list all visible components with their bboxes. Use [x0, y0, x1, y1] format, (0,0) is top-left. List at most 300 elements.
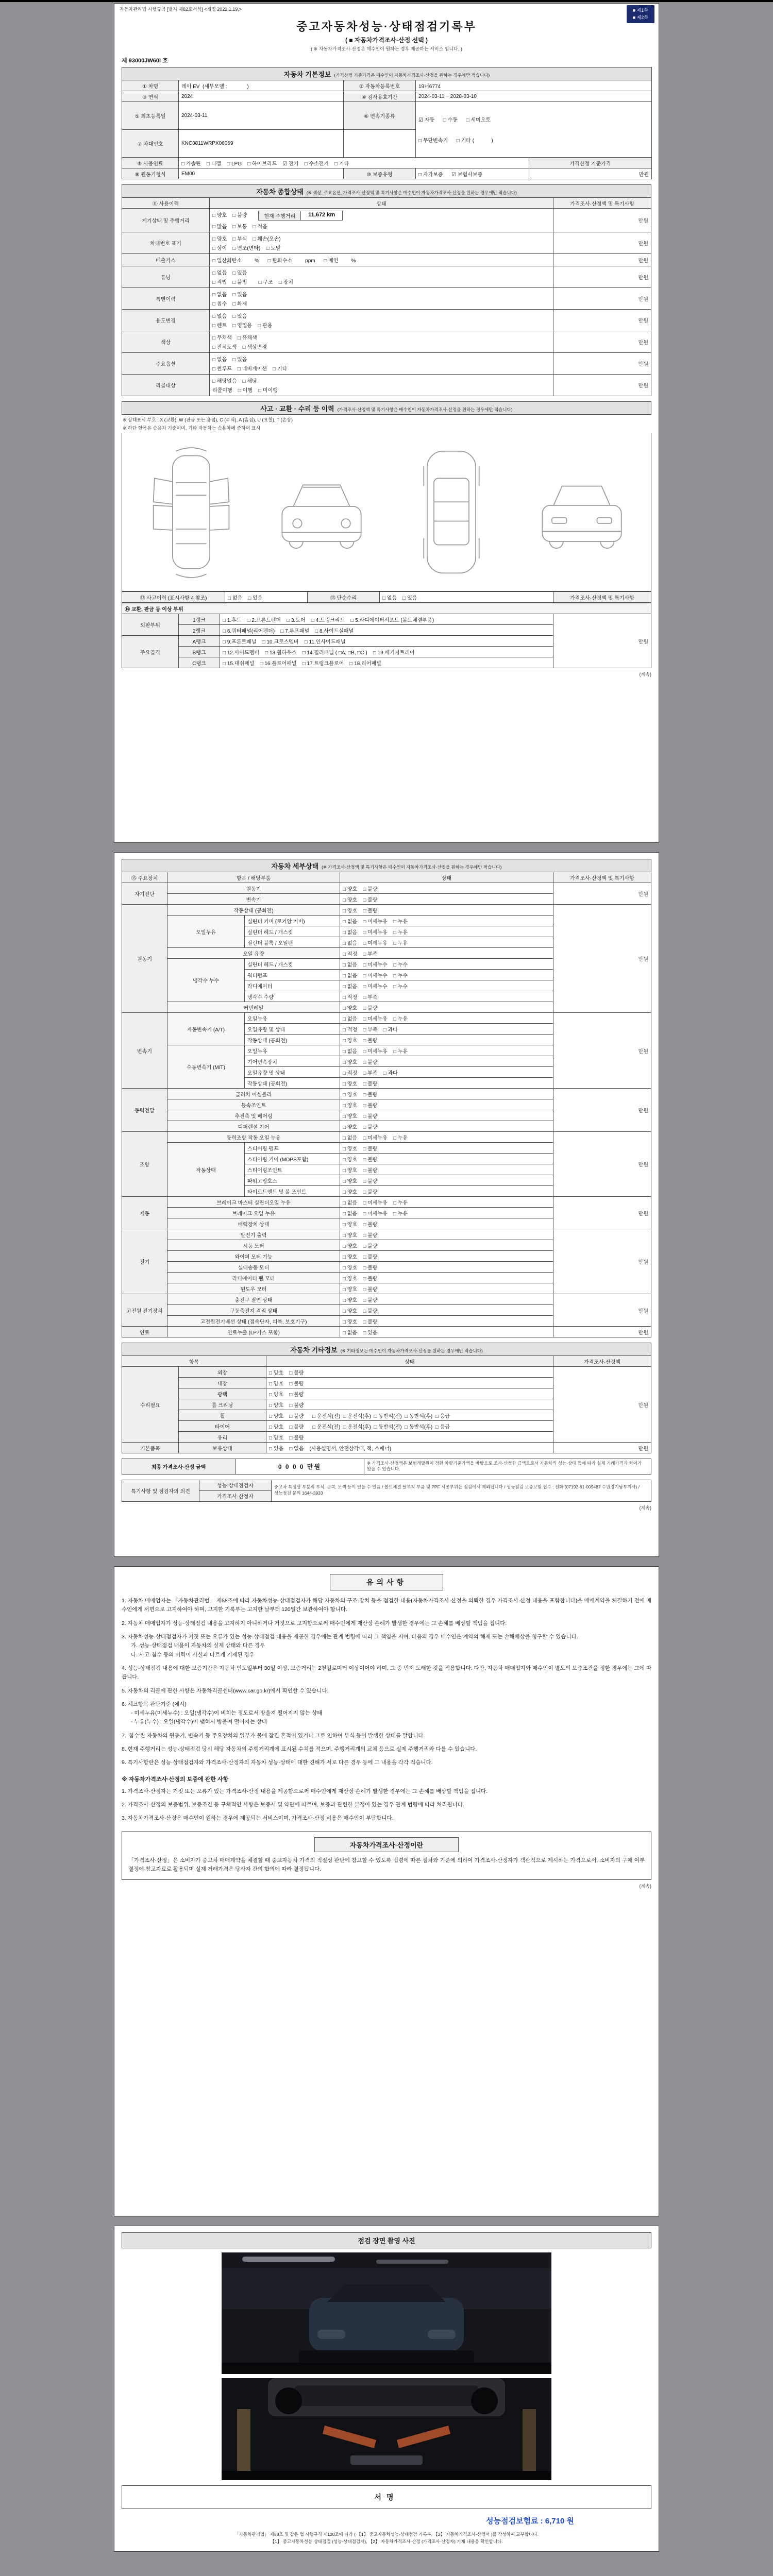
etc-state-checkboxes: □ 양호 □ 불량 □ 운전석(전) □ 운전석(후) □ 동반석(전) □ 동반석(후) □ 응급 [266, 1421, 553, 1432]
etc-state-checkboxes: □ 있음 □ 없음 (사용설명서, 안전삼각대, 잭, 스패너) [266, 1443, 553, 1453]
final-price-label: 최종 가격조사·산정 금액 [122, 1459, 236, 1475]
notice-item [122, 1687, 651, 1696]
car-diagram-rear-view [523, 437, 641, 587]
detail-state-checkboxes: □ 양호 □ 불량 [340, 1089, 553, 1099]
form-reference-note: 자동차관리법 시행규칙 [별지 제82호서식] <개정 2021.1.19.> [120, 7, 242, 12]
detail-state-checkboxes: □ 양호 □ 불량 [340, 905, 553, 916]
notices-title: 유의사항 [330, 1574, 443, 1590]
detail-item-label: 브레이크 오일 누유 [167, 1208, 340, 1218]
notice-subline: - 미세누유(미세누수) : 오일(냉각수)이 비치는 정도로서 방울져 떨어지지 않는 상태 [131, 1710, 323, 1717]
etc-state-checkboxes: □ 양호 □ 불량 [266, 1388, 553, 1399]
detail-device-price: 만원 [553, 1294, 651, 1327]
notice-item [122, 1814, 651, 1823]
title-block [122, 18, 651, 52]
notice-item [122, 1700, 651, 1727]
detail-section-title: 자동차 세부상태 [271, 862, 319, 870]
simple-repair-label: ⑬ 단순수리 [308, 592, 380, 603]
page-badge [627, 5, 654, 23]
footer-note-line2: 【1】 중고자동차성능·상태점검 (성능·상태점검자), 【2】 자동차가격조사·산정 (가격조사·산정자) 기재 내용을 확인합니다. [270, 2538, 503, 2544]
notice-subline: 나. 사고·침수 등의 이력이 사실과 다르게 기재된 경우 [131, 1651, 255, 1658]
etc-item-label: 유리 [179, 1432, 266, 1443]
summary-row-price: 만원 [553, 331, 651, 353]
detail-state-checkboxes: □ 양호 □ 불량 [340, 1218, 553, 1229]
detail-part-label: 오일유량 및 상태 [245, 1024, 340, 1035]
detail-part-label: 실린더 커버 (로커암 커버) [245, 916, 340, 926]
detail-state-checkboxes: □ 양호 □ 불량 [340, 1316, 553, 1327]
detail-state-checkboxes: □ 양호 □ 불량 [340, 1056, 553, 1067]
detail-state-checkboxes: □ 없음 □ 있음 [340, 1327, 553, 1337]
detail-state-checkboxes: □ 없음 □ 미세누유 □ 누유 [340, 1045, 553, 1056]
base-price-label: 가격산정 기준가격 [529, 158, 652, 168]
summary-row-price: 만원 [553, 266, 651, 288]
car-diagram-top-view [392, 437, 511, 587]
document-title: 중고자동차성능·상태점검기록부 [296, 20, 477, 33]
accident-basis-note: ※ 하단 항목은 승용차 기준이며, 기타 자동차는 승용차에 준하여 표시 [123, 426, 261, 431]
summary-row-state [210, 353, 553, 375]
detail-state-checkboxes: □ 양호 □ 불량 [340, 1154, 553, 1164]
basic-section-title: 자동차 기본정보 [283, 70, 331, 78]
inspection-period-label: ④ 검사유효기간 [344, 91, 416, 102]
summary-section-header [122, 185, 651, 198]
detail-device-price: 만원 [553, 1229, 651, 1294]
parts-rank-label: 1랭크 [179, 614, 220, 625]
detail-state-checkboxes: □ 양호 □ 불량 [340, 1305, 553, 1316]
detail-state-checkboxes: □ 양호 □ 불량 [340, 1143, 553, 1154]
transmission-checkboxes [416, 102, 652, 158]
notice-item [122, 1597, 651, 1615]
summary-state-line: □ 없음 □ 있음 [212, 292, 247, 298]
detail-state-checkboxes: □ 없음 □ 미세누유 □ 누유 [340, 1013, 553, 1024]
detail-part-label: 스티어링조인트 [245, 1164, 340, 1175]
detail-state-checkboxes: □ 양호 □ 불량 [340, 1186, 553, 1197]
etc-row [122, 1367, 651, 1378]
notice-line: 8. 현재 주행거리는 성능·상태점검 당시 해당 자동차의 주행거리계에 표시된 수치를 적으며, 주행거리계의 교체 등으로 실제 주행거리와 다를 수 있습니다. [122, 1746, 477, 1753]
parts-items-checkboxes: □ 15.대쉬패널 □ 16.플로어패널 □ 17.트렁크플로어 □ 18.리어패널 [220, 657, 553, 668]
detail-state-checkboxes: □ 양호 □ 불량 [340, 1273, 553, 1283]
parts-group-label: 외판부위 [122, 614, 179, 636]
detail-device-label: 연료 [122, 1327, 167, 1337]
exchange-parts-title: ⑭ 교환, 판금 등 이상 부위 [122, 603, 651, 614]
detail-state-checkboxes: □ 없음 □ 미세누유 □ 누유 [340, 1197, 553, 1208]
continue-label-1: (계속) [639, 672, 651, 677]
detail-row [122, 1327, 651, 1337]
etc-group-price: 만원 [553, 1367, 651, 1443]
simple-repair-checkboxes: □ 없음 □ 있음 [380, 592, 553, 603]
price-notices-title: ※ 자동차가격조사·산정의 보증에 관한 사항 [122, 1776, 229, 1783]
opinion-appraiser-label: 가격조사·산정자 [199, 1490, 272, 1501]
summary-state-line: 리콜이행 □ 이행 □ 미이행 [212, 388, 278, 394]
basic-info-table [122, 67, 652, 179]
etc-section-note: (※ 기타정보는 매수인이 자동차가격조사·산정을 원하는 경우에만 적습니다) [340, 1348, 483, 1353]
notice-subline: 가. 성능·상태점검 내용이 자동차의 실제 상태와 다른 경우 [131, 1642, 265, 1649]
warranty-type-label: ⑩ 보증유형 [344, 168, 416, 179]
summary-row-label: 배출가스 [122, 254, 210, 266]
summary-table [122, 184, 651, 396]
detail-state-checkboxes: □ 양호 □ 불량 [340, 1035, 553, 1045]
detail-item-label: 작동상태 (공회전) [167, 905, 340, 916]
etc-state-checkboxes: □ 양호 □ 불량 [266, 1399, 553, 1410]
etc-group-label: 기본품목 [122, 1443, 179, 1453]
detail-row [122, 883, 651, 894]
summary-section-title: 자동차 종합상태 [256, 188, 304, 196]
detail-state-checkboxes: □ 양호 □ 불량 [340, 1099, 553, 1110]
summary-state-line: □ 해당없음 □ 해당 [212, 379, 257, 384]
detail-item-label: 오일누유 [167, 916, 245, 948]
detail-device-label: 변속기 [122, 1013, 167, 1089]
parts-items-checkboxes: □ 9.프론트패널 □ 10.크로스멤버 □ 11.인사이드패널 [220, 636, 553, 647]
summary-header-use: ⑪ 사용이력 [122, 198, 210, 209]
warranty-type-checkboxes: □ 자가보증 ☑ 보험사보증 [416, 168, 529, 179]
etc-group-price: 만원 [553, 1443, 651, 1453]
summary-state-line: □ 양호 □ 불량 현재 주행거리 11,672 km [212, 210, 550, 222]
summary-state-line: □ 상이 □ 변조(변타) □ 도말 [212, 246, 281, 251]
basic-section-note: (가격산정 기준가격은 매수인이 자동차가격조사·산정을 원하는 경우에만 적습니다) [334, 72, 490, 78]
detail-item-label: 발전기 출력 [167, 1229, 340, 1240]
detail-state-checkboxes: □ 없음 □ 미세누유 □ 누유 [340, 937, 553, 948]
detail-state-checkboxes: □ 양호 □ 불량 [340, 1110, 553, 1121]
parts-price: 만원 [553, 614, 651, 668]
detail-section-header [122, 859, 651, 872]
notice-line: 7. '침수'란 자동차의 원동기, 변속기 등 주요장치의 일부가 물에 잠긴 흔적이 있거나 그로 인하여 부식 등이 발생한 상태를 말합니다. [122, 1732, 425, 1739]
notice-line: 6. 체크항목 판단기준 (예시) [122, 1701, 187, 1707]
summary-row [122, 254, 651, 266]
etc-row [122, 1443, 651, 1453]
parts-row [122, 614, 651, 625]
opinion-inspector-label: 성능·상태점검자 [199, 1480, 272, 1490]
summary-row-price: 만원 [553, 254, 651, 266]
detail-row [122, 1294, 651, 1305]
detail-item-label: 작동상태 [167, 1143, 245, 1197]
detail-device-label: 전기 [122, 1229, 167, 1294]
accident-history-checkboxes: □ 없음 □ 있음 [225, 592, 308, 603]
detail-device-price: 만원 [553, 1013, 651, 1089]
parts-items-checkboxes: □ 12.사이드멤버 □ 13.휠하우스 □ 14.필러패널 ( □A, □B, □C ) □ 19.패키지트레이 [220, 647, 553, 657]
detail-device-label: 자기진단 [122, 883, 167, 905]
detail-section-note: (※ 가격조사·산정액 및 특기사항은 매수인이 자동차가격조사·산정을 원하는 경우에만 적습니다) [322, 864, 502, 870]
detail-item-label: 디퍼렌셜 기어 [167, 1121, 340, 1132]
notice-subline: - 누유(누수) : 오일(냉각수)이 맺혀서 방울져 떨어지는 상태 [131, 1719, 267, 1725]
summary-header-price: 가격조사·산정액 및 특기사항 [553, 198, 651, 209]
detail-header-state: 상태 [340, 872, 553, 883]
reg-number-label: ② 자동차등록번호 [344, 80, 416, 91]
model-year-label: ③ 연식 [122, 91, 179, 102]
etc-header-item: 항목 [122, 1356, 266, 1367]
detail-state-checkboxes: □ 양호 □ 불량 [340, 1121, 553, 1132]
detail-part-label: 실린더 블록 / 오일팬 [245, 937, 340, 948]
notice-item [122, 1732, 651, 1740]
price-definition-box [122, 1832, 651, 1880]
detail-part-label: 작동상태 (공회전) [245, 1078, 340, 1089]
notice-line: 3. 자동차가격조사·산정은 매수인이 원하는 경우에 제공되는 서비스이며, 가격조사·산정 비용은 매수인이 부담합니다. [122, 1815, 394, 1822]
detail-state-checkboxes: □ 양호 □ 불량 [340, 883, 553, 894]
detail-part-label: 실린더 헤드 / 개스킷 [245, 959, 340, 970]
detail-state-checkboxes: □ 적정 □ 부족 [340, 991, 553, 1002]
detail-part-label: 기어변속장치 [245, 1056, 340, 1067]
detail-part-label: 실린더 헤드 / 개스킷 [245, 926, 340, 937]
detail-state-checkboxes: □ 양호 □ 불량 [340, 1078, 553, 1089]
detail-item-label: 라디에이터 팬 모터 [167, 1273, 340, 1283]
document-subtitle-note: ( ※ 자동차가격조사·산정은 매수인이 원하는 경우 제공하는 서비스 입니다. ) [311, 46, 462, 52]
detail-part-label: 파워고압호스 [245, 1175, 340, 1186]
mileage-value: 11,672 km [308, 212, 335, 218]
detail-item-label: 충전구 절연 상태 [167, 1294, 340, 1305]
notice-line: 2. 가격조사·산정의 보증범위, 보증조건 등 구체적인 사항은 보증서 및 약관에 따르며, 보증과 관련한 분쟁이 있는 경우 관계 법령에 따라 처리됩니다. [122, 1802, 464, 1808]
opinion-table [122, 1480, 651, 1502]
summary-row-state [210, 232, 553, 254]
panel-notices [114, 1566, 659, 2216]
page-badge-line1: ■ 제1쪽 [632, 8, 648, 13]
summary-row-label: 특별이력 [122, 288, 210, 310]
etc-section-title: 자동차 기타정보 [290, 1346, 338, 1354]
detail-item-label: 등속조인트 [167, 1099, 340, 1110]
detail-item-label: 배력장치 상태 [167, 1218, 340, 1229]
signature-box: 서명 [122, 2485, 651, 2509]
summary-row-label: 색상 [122, 331, 210, 353]
basic-section-header [122, 67, 652, 80]
detail-item-label: 냉각수 누수 [167, 959, 245, 1002]
photos-section-title: 점검 장면 촬영 사진 [122, 2233, 651, 2248]
summary-state-line: □ 렌트 □ 영업용 □ 관용 [212, 323, 273, 329]
summary-state-line: □ 썬루프 □ 네비게이션 □ 기타 [212, 366, 288, 372]
summary-state-line: □ 많음 □ 보통 □ 적음 [212, 224, 267, 230]
detail-device-label: 동력전달 [122, 1089, 167, 1132]
summary-row-label: 리콜대상 [122, 375, 210, 396]
photo-underbody-illustration [222, 2378, 551, 2480]
detail-state-checkboxes: □ 없음 □ 미세누유 □ 누유 [340, 926, 553, 937]
mileage-label: 현재 주행거리 [259, 211, 301, 220]
summary-state-line: □ 없음 □ 있음 [212, 357, 247, 363]
inspection-period-value: 2024-03-11 ~ 2028-03-10 [416, 91, 652, 102]
detail-row [122, 1229, 651, 1240]
etc-item-label: 타이어 [179, 1421, 266, 1432]
footer-note-line1: 「자동차관리법」 제58조 및 같은 법 시행규칙 제120조에 따라 ( 【1】 중고자동차성능·상태점검 기록부, 【2】 자동차가격조사·산정서 )를 작성하여 교부합니다. [234, 2532, 539, 2537]
accident-section-note: (가격조사·산정액 및 특기사항은 매수인이 자동차가격조사·산정을 원하는 경우에만 적습니다) [337, 406, 513, 412]
detail-header-item: 항목 / 해당부품 [167, 872, 340, 883]
detail-item-label: 연료누출 (LP가스 포함) [167, 1327, 340, 1337]
summary-row-state [210, 331, 553, 353]
summary-row-state [210, 254, 553, 266]
detail-item-label: 실내송풍 모터 [167, 1262, 340, 1273]
final-price-value: 0 0 0 0 만원 [236, 1459, 364, 1475]
summary-row-label: 용도변경 [122, 310, 210, 331]
car-diagram-exploded-top [132, 437, 250, 587]
notice-item [122, 1664, 651, 1682]
detail-state-checkboxes: □ 양호 □ 불량 [340, 1251, 553, 1262]
vin-value: KNC0811WRPX06069 [179, 130, 344, 158]
price-notices-list [122, 1787, 651, 1823]
detail-state-checkboxes: □ 없음 □ 미세누유 □ 누유 [340, 1208, 553, 1218]
insurance-fee-text: 성능점검보험료 : 6,710 원 [486, 2517, 574, 2526]
summary-row [122, 209, 651, 232]
vin-label: ⑦ 차대번호 [122, 130, 179, 158]
document-subtitle: ( ■ 자동차가격조사·산정 선택 ) [345, 37, 428, 44]
notice-item [122, 1801, 651, 1809]
etc-item-label: 보유상태 [179, 1443, 266, 1453]
summary-state-line: □ 전체도색 □ 색상변경 [212, 345, 267, 350]
notice-line: 4. 성능·상태점검 내용에 대한 보증기간은 자동차 인도일부터 30일 이상, 보증거리는 2천킬로미터 이상이어야 하며, 그 중 먼저 도래한 것을 적용합니다. 다만, 자동차 매매업자와 매수인이 별도의 보증조건을 정한 경우에는 그에 따릅니다. [122, 1665, 651, 1681]
summary-row-state [210, 288, 553, 310]
notice-line: 1. 자동차 매매업자는 「자동차관리법」 제58조에 따라 자동차성능·상태점검자가 해당 자동차의 구조·장치 등을 점검한 내용(자동차가격조사·산정을 의뢰한 경우 가격조사·산정 내용을 포함합니다)을 매매계약을 체결하기 전에 매수인에게 서면으로 고지하여야 하며, 고지한 기록부는 고지한 날부터 120일간 보관하여야 합니다. [122, 1598, 651, 1613]
notice-line: 5. 자동차의 리콜에 관한 사항은 자동차리콜센터(www.car.go.kr)에서 확인할 수 있습니다. [122, 1687, 329, 1694]
etc-item-label: 내장 [179, 1378, 266, 1388]
detail-state-checkboxes: □ 양호 □ 불량 [340, 1240, 553, 1251]
exchange-parts-table [122, 603, 651, 668]
summary-state-line: □ 일산화탄소 % □ 탄화수소 ppm □ 매연 % [212, 258, 356, 264]
detail-item-label: 브레이크 마스터 실린더오일 누유 [167, 1197, 340, 1208]
continue-label-2: (계속) [639, 1505, 651, 1511]
detail-row [122, 1132, 651, 1143]
fuel-checkboxes: □ 가솔린 □ 디젤 □ LPG □ 하이브리드 ☑ 전기 □ 수소전기 □ 기타 [179, 158, 529, 168]
summary-row [122, 288, 651, 310]
reg-number-value: 19너6774 [416, 80, 652, 91]
accident-section-header-table [122, 401, 651, 415]
detail-state-checkboxes: □ 양호 □ 불량 [340, 1294, 553, 1305]
etc-group-label: 수리필요 [122, 1367, 179, 1443]
notice-line: 9. 특기사항란은 성능·상태점검자와 가격조사·산정자의 자동차 성능·상태에 대한 견해가 서로 다른 경우 등에 그 내용을 각각 적습니다. [122, 1759, 433, 1766]
detail-row [122, 1089, 651, 1099]
detail-device-price: 만원 [553, 1089, 651, 1132]
etc-state-checkboxes: □ 양호 □ 불량 □ 운전석(전) □ 운전석(후) □ 동반석(전) □ 동반석(후) □ 응급 [266, 1410, 553, 1421]
fuel-label: ⑧ 사용연료 [122, 158, 179, 168]
etc-item-label: 광택 [179, 1388, 266, 1399]
detail-state-checkboxes: □ 양호 □ 불량 [340, 1262, 553, 1273]
detail-state-checkboxes: □ 적정 □ 부족 [340, 948, 553, 959]
detail-device-price: 만원 [553, 1327, 651, 1337]
accident-code-note: ※ 상태표시 부호 : X (교환), W (판금 또는 용접), C (부식), A (흠집), U (요철), T (손상) [123, 417, 293, 422]
detail-device-label: 조향 [122, 1132, 167, 1197]
summary-row-price: 만원 [553, 310, 651, 331]
detail-state-checkboxes: □ 적정 □ 부족 □ 과다 [340, 1067, 553, 1078]
final-price-note: ※ 가격조사·산정액은 보험개발원이 정한 차량기준가액을 바탕으로 조사·산정한 금액으로서 자동차의 성능·상태 등에 따라 실제 거래가격과 차이가 있을 수 있습니다. [364, 1459, 651, 1475]
summary-row-state [210, 209, 553, 232]
detail-device-label: 원동기 [122, 905, 167, 1013]
car-name-label: ① 차명 [122, 80, 179, 91]
etc-info-table [122, 1343, 651, 1453]
engine-type-value: EM00 [179, 168, 344, 179]
summary-state-line: □ 적법 □ 불법 □ 구조 □ 장치 [212, 280, 294, 285]
car-diagram-front-view [262, 437, 381, 587]
footer-notes [122, 2531, 651, 2545]
detail-device-price: 만원 [553, 883, 651, 905]
detail-state-checkboxes: □ 양호 □ 불량 [340, 894, 553, 905]
etc-header-state: 상태 [266, 1356, 553, 1367]
detail-table [122, 859, 651, 1337]
summary-row [122, 375, 651, 396]
opinion-label: 특기사항 및 점검자의 의견 [122, 1480, 199, 1501]
detail-item-label: 추진축 및 베어링 [167, 1110, 340, 1121]
detail-state-checkboxes: □ 없음 □ 미세누수 □ 누수 [340, 980, 553, 991]
detail-device-price: 만원 [553, 905, 651, 1013]
detail-item-label: 변속기 [167, 894, 340, 905]
document-number: 제 93000JW60I 호 [122, 58, 168, 64]
notice-line: 3. 자동차성능·상태점검자가 거짓 또는 오류가 있는 성능·상태점검 내용을 제공한 경우에는 관계 법령에 따라 그 책임을 지며, 다음의 경우 매수인은 계약의 해제 또는 손해배상을 청구할 수 있습니다. [122, 1633, 578, 1640]
notice-item [122, 1787, 651, 1796]
detail-part-label: 오일누유 [245, 1013, 340, 1024]
detail-state-checkboxes: □ 양호 □ 불량 [340, 1175, 553, 1186]
detail-part-label: 타이로드엔드 및 볼 조인트 [245, 1186, 340, 1197]
photo-front-illustration [222, 2252, 551, 2374]
summary-row-price: 만원 [553, 375, 651, 396]
notice-item [122, 1633, 651, 1659]
etc-section-header [122, 1343, 651, 1356]
detail-state-checkboxes: □ 양호 □ 불량 [340, 1283, 553, 1294]
summary-section-note: (※ 색상, 주요옵션, 가격조사·산정액 및 특기사항은 매수인이 자동차가격조사·산정을 원하는 경우에만 적습니다) [306, 190, 517, 195]
summary-row-price: 만원 [553, 209, 651, 232]
price-definition-title: 자동차가격조사·산정이란 [314, 1837, 459, 1852]
detail-part-label: 워터펌프 [245, 970, 340, 980]
summary-state-line: □ 없음 □ 있음 [212, 314, 247, 319]
etc-item-label: 룸 크리닝 [179, 1399, 266, 1410]
notice-item [122, 1745, 651, 1754]
car-diagram-box [122, 433, 651, 591]
final-price-table [122, 1459, 651, 1475]
accident-history-label: ⑫ 사고이력 (표시사항 4 참조) [122, 592, 225, 603]
model-year-value: 2024 [179, 91, 344, 102]
detail-part-label: 오일누유 [245, 1045, 340, 1056]
detail-device-label: 제동 [122, 1197, 167, 1229]
panel-basic [114, 3, 659, 843]
detail-part-label: 작동상태 (공회전) [245, 1035, 340, 1045]
parts-items-checkboxes: □ 1.후드 □ 2.프론트펜더 □ 3.도어 □ 4.트렁크리드 □ 5.라디에이터서포트 (볼트체결부품) [220, 614, 553, 625]
transmission-label: ⑥ 변속기종류 [344, 102, 416, 130]
parts-rank-label: C랭크 [179, 657, 220, 668]
detail-item-label: 와이퍼 모터 기능 [167, 1251, 340, 1262]
detail-state-checkboxes: □ 없음 □ 미세누수 □ 누수 [340, 970, 553, 980]
photos-header-table [122, 2232, 651, 2248]
summary-row-price: 만원 [553, 288, 651, 310]
parts-rank-label: B랭크 [179, 647, 220, 657]
detail-item-label: 오일 유량 [167, 948, 340, 959]
detail-row [122, 905, 651, 916]
inspection-photo-underbody [222, 2378, 551, 2480]
detail-device-label: 고전원 전기장치 [122, 1294, 167, 1327]
summary-row [122, 232, 651, 254]
summary-state-line: □ 없음 □ 있음 [212, 270, 247, 276]
accident-history-table [122, 591, 651, 603]
etc-state-checkboxes: □ 양호 □ 불량 [266, 1367, 553, 1378]
notices-list [122, 1597, 651, 1768]
detail-part-label: 냉각수 수량 [245, 991, 340, 1002]
summary-row [122, 353, 651, 375]
etc-item-label: 휠 [179, 1410, 266, 1421]
price-definition-text: 「가격조사·산정」은 소비자가 중고차 매매계약을 체결할 때 중고자동차 가격의 적절성 판단에 참고할 수 있도록 법령에 따른 절차와 기준에 의하여 가격조사·산정자가 객관적으로 제시하는 가격으로서, 소비자의 구매 여부 결정에 참고자료로 활용되며 실제 거래가격은 당사자 간의 합의에 따라 결정됩니다. [128, 1857, 645, 1873]
detail-state-checkboxes: □ 적정 □ 부족 □ 과다 [340, 1024, 553, 1035]
detail-state-checkboxes: □ 없음 □ 미세누유 □ 누유 [340, 1132, 553, 1143]
detail-row [122, 1013, 651, 1024]
summary-state-line: □ 무채색 □ 유채색 [212, 335, 257, 341]
summary-row [122, 310, 651, 331]
detail-part-label: 라디에이터 [245, 980, 340, 991]
summary-row-price: 만원 [553, 353, 651, 375]
accident-section-title: 사고 · 교환 · 수리 등 이력 [260, 404, 334, 413]
inspection-photo-front [222, 2252, 551, 2374]
mileage-box [258, 211, 343, 221]
opinion-text: 중고차 특성상 부분적 부식, 문콕, 도색 등이 있을 수 있음 / 볼트체결 탈부착 부품 및 PPF 시공부위는 점검에서 제외됩니다 / 성능점검 보증보험 접수 : 전화 (07192-61-009487 수원경기남부지사) / 성능점검 문의 1644-3933 [272, 1480, 651, 1501]
panel-photos [114, 2226, 659, 2552]
detail-item-label: 클러치 어셈블리 [167, 1089, 340, 1099]
detail-part-label: 오일유량 및 상태 [245, 1067, 340, 1078]
detail-item-label: 구동축전지 격리 상태 [167, 1305, 340, 1316]
summary-state-line: □ 양호 □ 부식 □ 훼손(오손) [212, 236, 281, 242]
engine-type-label: ⑨ 원동기형식 [122, 168, 179, 179]
summary-row-state [210, 266, 553, 288]
detail-state-checkboxes: □ 양호 □ 불량 [340, 1002, 553, 1013]
etc-state-checkboxes: □ 양호 □ 불량 [266, 1378, 553, 1388]
panel-detail [114, 852, 659, 1557]
detail-item-label: 커먼레일 [167, 1002, 340, 1013]
continue-label-3: (계속) [639, 1884, 651, 1889]
detail-header-price: 가격조사·산정액 및 특기사항 [553, 872, 651, 883]
